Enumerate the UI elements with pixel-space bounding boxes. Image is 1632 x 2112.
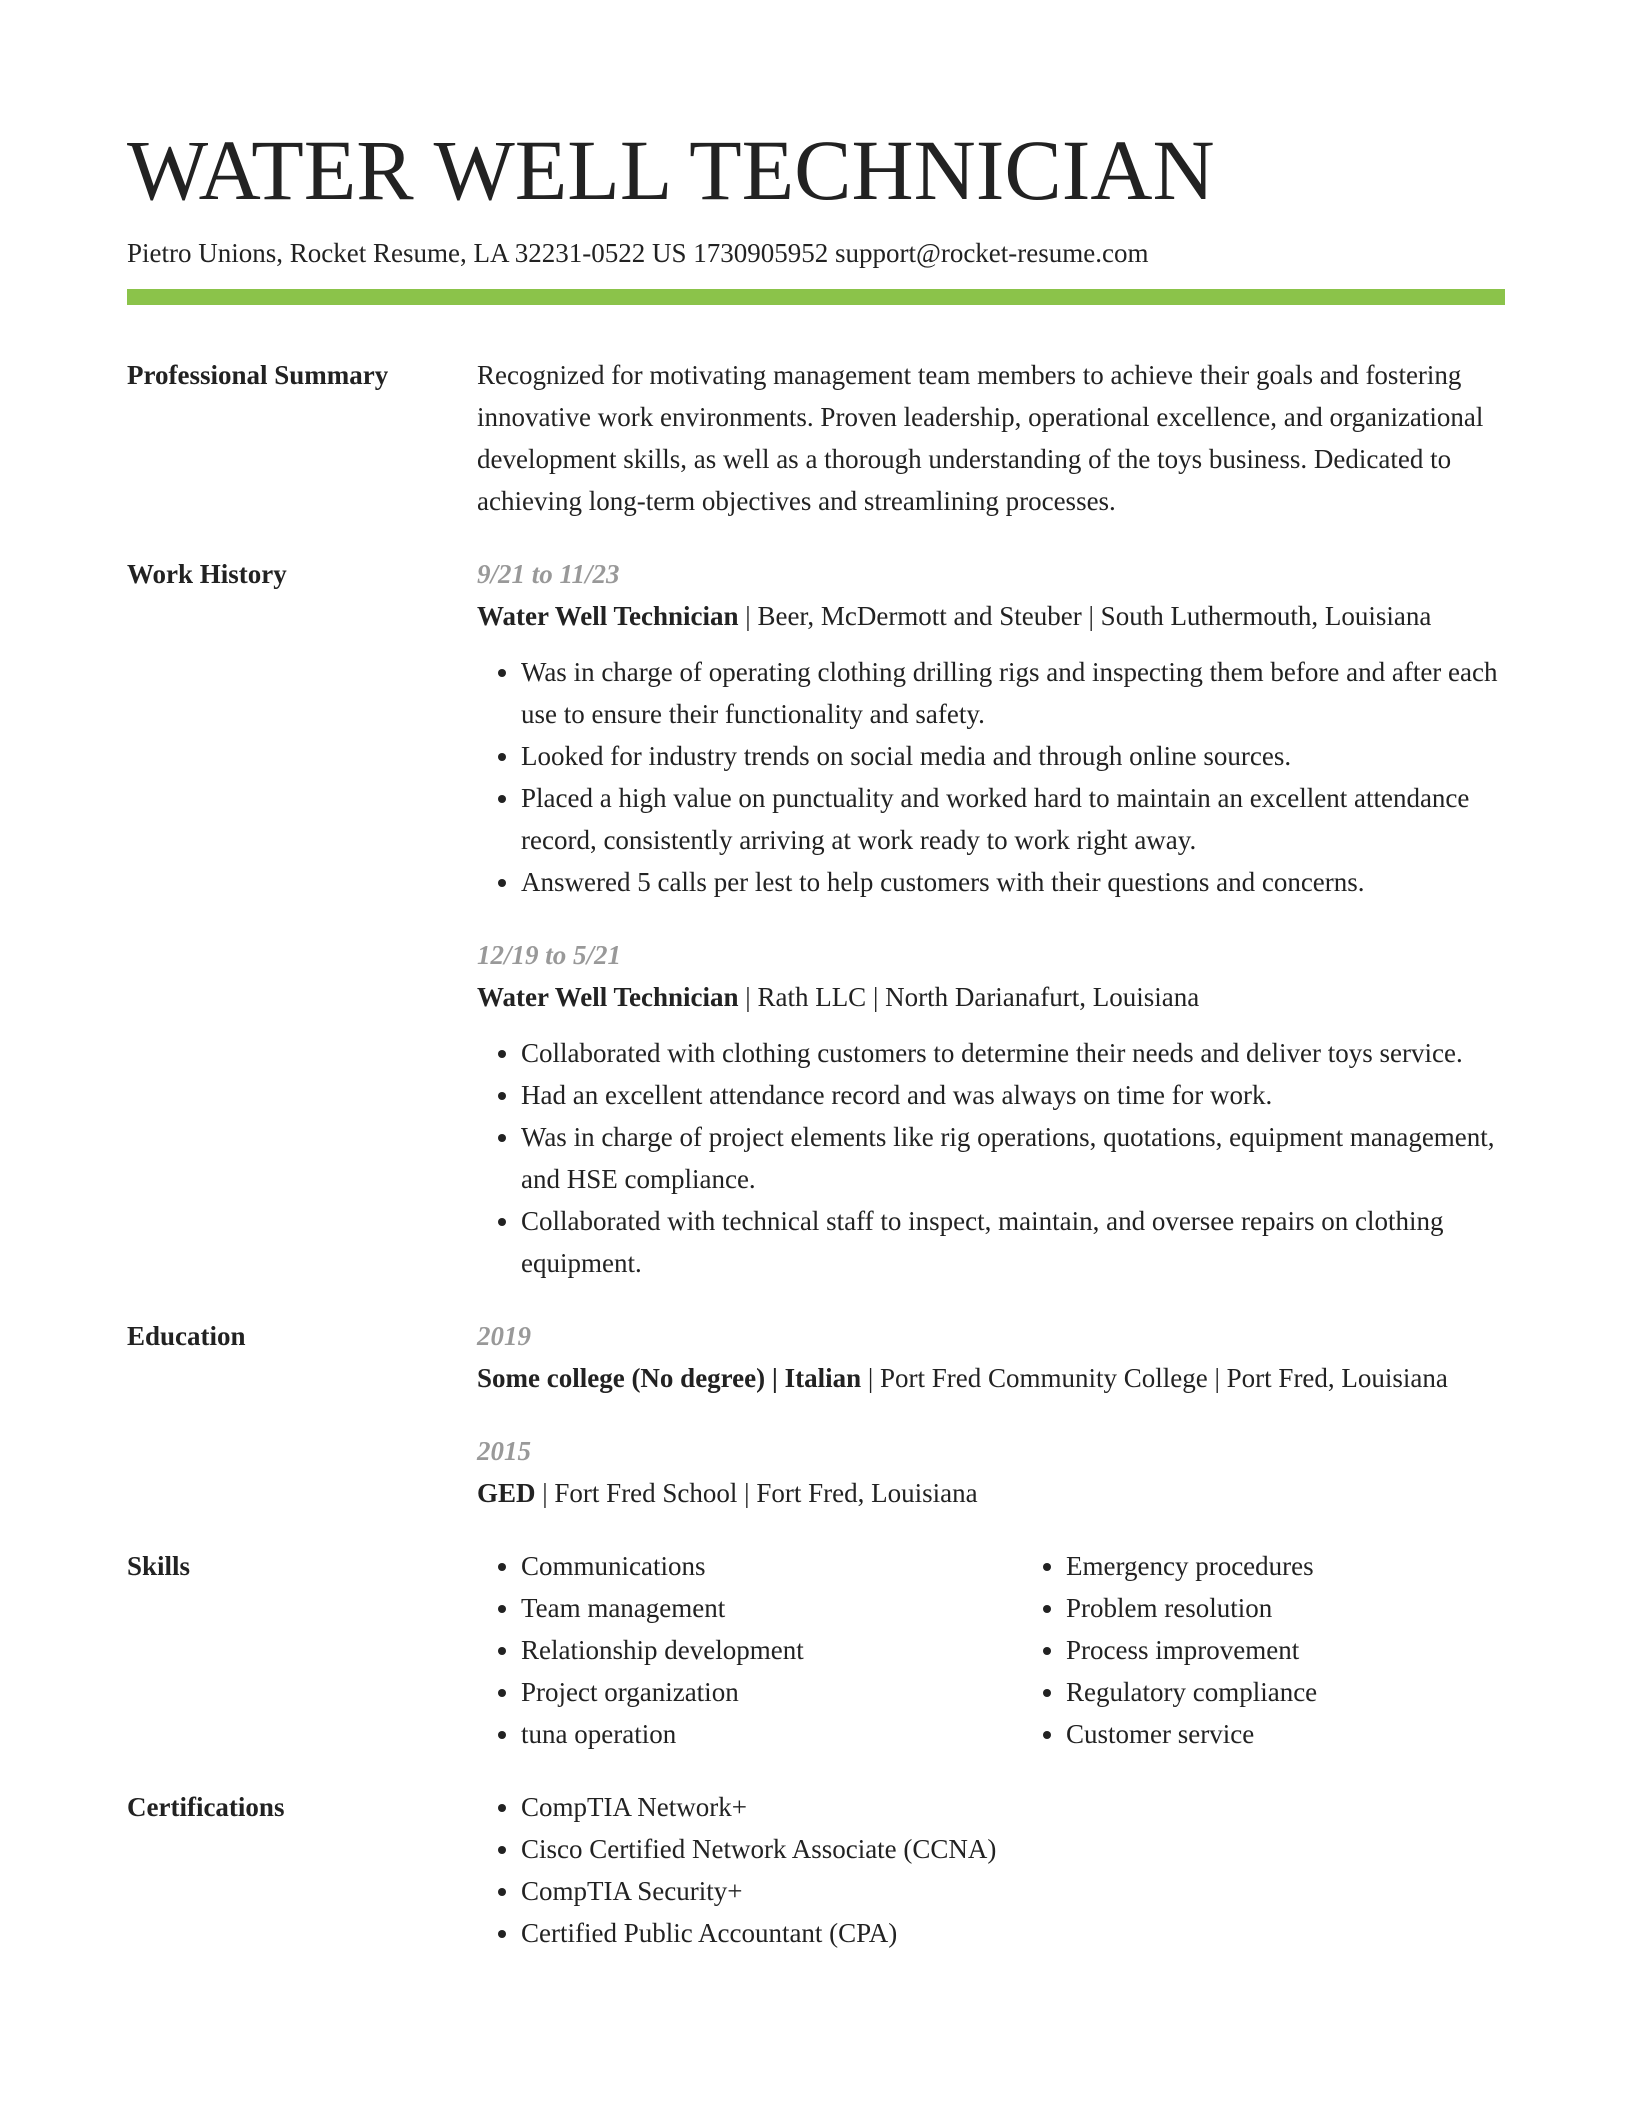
job-bullet: • Collaborated with technical staff to inspect, maintain, and oversee repairs on clothing equipment. — [521, 1200, 1505, 1284]
education-details: | Port Fred Community College | Port Fred, Louisiana — [861, 1363, 1448, 1393]
education-entry — [477, 1315, 1505, 1399]
header-divider — [127, 289, 1505, 305]
education-details: | Fort Fred School | Fort Fred, Louisiana — [535, 1478, 978, 1508]
skill-item: • Relationship development — [521, 1629, 1022, 1671]
job-dates: 12/19 to 5/21 — [477, 940, 622, 970]
job-bullet: • Was in charge of operating clothing drilling rigs and inspecting them before and after each use to ensure their functionality and safety. — [521, 651, 1505, 735]
section-label: Work History — [127, 559, 287, 589]
skill-item: • tuna operation — [521, 1713, 1022, 1755]
section-label: Professional Summary — [127, 360, 389, 390]
section-professional-summary — [127, 354, 1505, 522]
skill-item: • Customer service — [1066, 1713, 1466, 1755]
skill-item: • Team management — [521, 1587, 1022, 1629]
job-bullet: • Placed a high value on punctuality and worked hard to maintain an excellent attendance record, consistently arriving at work ready to work right away. — [521, 777, 1505, 861]
skills-column — [1022, 1545, 1466, 1755]
job-bullets — [477, 651, 1505, 903]
education-degree: Some college (No degree) | Italian — [477, 1363, 862, 1393]
certification-item: • CompTIA Security+ — [521, 1870, 1505, 1912]
certification-item: • Cisco Certified Network Associate (CCNA) — [521, 1828, 1505, 1870]
skill-item: • Process improvement — [1066, 1629, 1466, 1671]
certifications-list — [477, 1786, 1505, 1954]
certifications-body — [477, 1786, 1505, 1954]
section-label: Skills — [127, 1551, 191, 1581]
job-bullet: • Collaborated with clothing customers to determine their needs and deliver toys service. — [521, 1032, 1505, 1074]
section-skills — [127, 1545, 1505, 1755]
certification-item: • Certified Public Accountant (CPA) — [521, 1912, 1505, 1954]
skill-item: • Problem resolution — [1066, 1587, 1466, 1629]
section-label: Education — [127, 1321, 246, 1351]
job-bullet: • Was in charge of project elements like rig operations, quotations, equipment management, and HSE compliance. — [521, 1116, 1505, 1200]
job-bullet: • Answered 5 calls per lest to help customers with their questions and concerns. — [521, 861, 1505, 903]
skill-item: • Regulatory compliance — [1066, 1671, 1466, 1713]
job-title: Water Well Technician — [477, 982, 739, 1012]
job-details: | Rath LLC | North Darianafurt, Louisiana — [738, 982, 1200, 1012]
job-dates: 9/21 to 11/23 — [477, 559, 620, 589]
section-certifications — [127, 1786, 1505, 1954]
job-bullet: • Looked for industry trends on social media and through online sources. — [521, 735, 1505, 777]
job-entry — [477, 934, 1505, 1284]
education-year: 2019 — [477, 1321, 531, 1351]
job-heading — [477, 976, 1505, 1018]
skill-item: • Emergency procedures — [1066, 1545, 1466, 1587]
work-entries — [477, 553, 1505, 1284]
education-entries — [477, 1315, 1505, 1514]
skills-grid — [477, 1545, 1505, 1755]
summary-text: Recognized for motivating management team members to achieve their goals and fostering innovative work environments. Proven leadership, operational excellence, and organizational development skills, as well as a thorough understanding of the toys business. Dedicated to achieving long-term objectives and streamlining processes. — [477, 360, 1484, 516]
education-entry — [477, 1430, 1505, 1514]
section-label: Certifications — [127, 1792, 285, 1822]
skill-item: • Communications — [521, 1545, 1022, 1587]
section-education — [127, 1315, 1505, 1514]
skill-item: • Project organization — [521, 1671, 1022, 1713]
resume-name: WATER WELL TECHNICIAN — [127, 122, 1215, 218]
section-work-history — [127, 553, 1505, 1284]
job-bullets — [477, 1032, 1505, 1284]
contact-line: Pietro Unions, Rocket Resume, LA 32231-0522 US 1730905952 support@rocket-resume.com — [127, 238, 1149, 268]
job-heading — [477, 595, 1505, 637]
job-details: | Beer, McDermott and Steuber | South Luthermouth, Louisiana — [738, 601, 1432, 631]
education-degree: GED — [477, 1478, 536, 1508]
certification-item: • CompTIA Network+ — [521, 1786, 1505, 1828]
education-year: 2015 — [477, 1436, 531, 1466]
skills-column — [477, 1545, 1022, 1755]
job-entry — [477, 553, 1505, 903]
education-heading — [477, 1357, 1505, 1399]
skills-body — [477, 1545, 1505, 1755]
job-bullet: • Had an excellent attendance record and was always on time for work. — [521, 1074, 1505, 1116]
job-title: Water Well Technician — [477, 601, 739, 631]
education-heading — [477, 1472, 1505, 1514]
